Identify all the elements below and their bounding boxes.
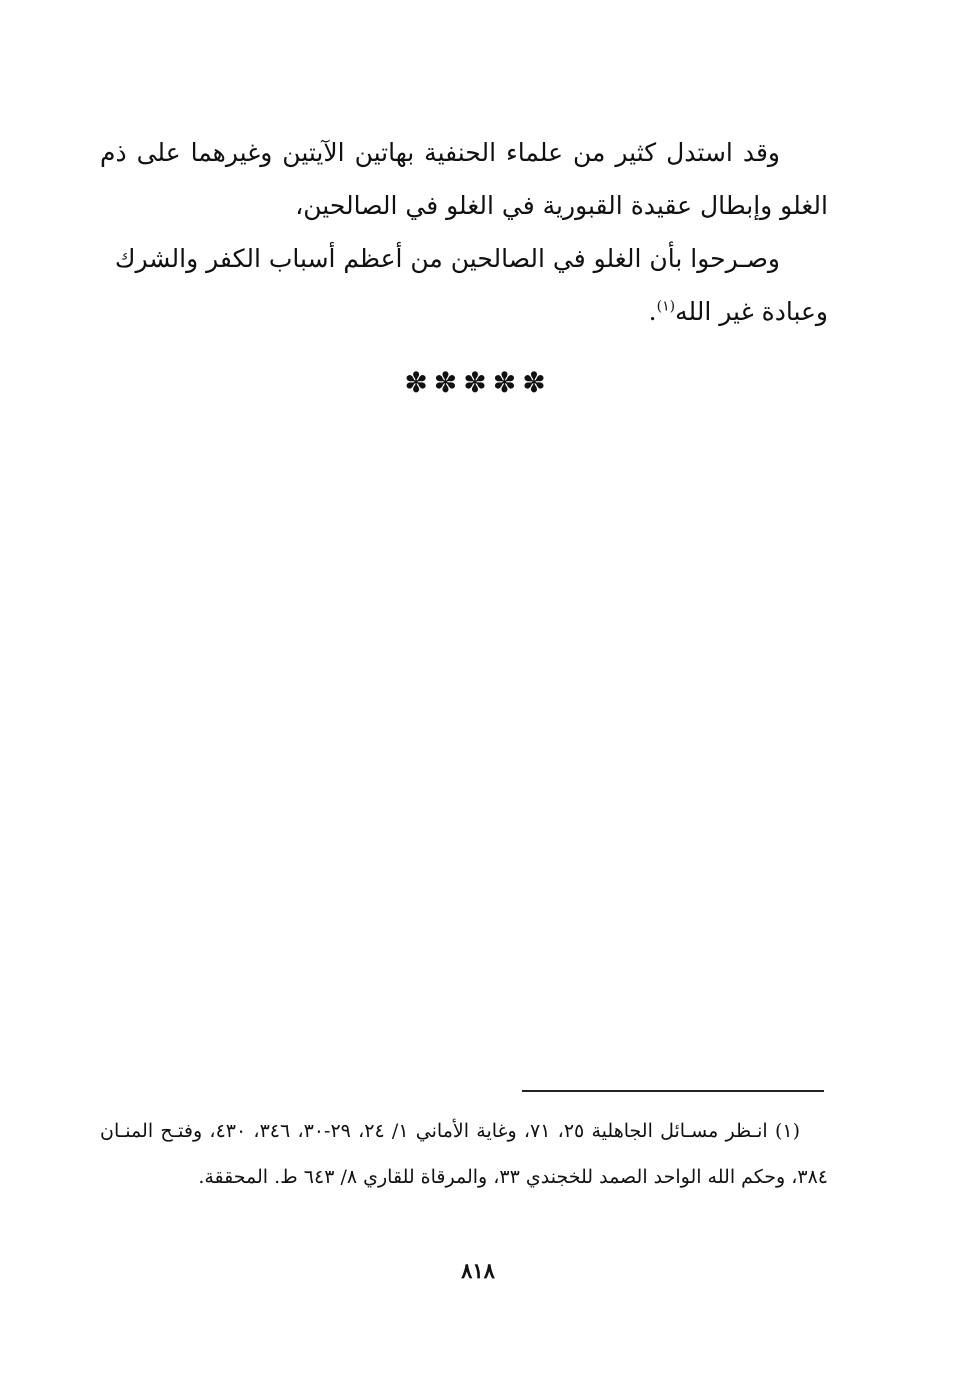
paragraph-period: .: [648, 297, 657, 326]
footnote-divider: [522, 1090, 824, 1092]
paragraph-text: وصـرحوا بأن الغلو في الصالحين من أعظم أسباب الكفر والشرك وعبادة غير الله: [114, 244, 828, 326]
page-number: ٨١٨: [461, 1258, 495, 1283]
footnote-reference: (١): [656, 298, 676, 315]
section-separator: ✽✽✽✽✽: [404, 366, 552, 399]
footnote: [100, 1108, 828, 1200]
paragraph-text: وقد استدل كثير من علماء الحنفية بهاتين الآيتين وغيرهما على ذم الغلو وإبطال عقيدة القبورية في الغلو في الصالحين،: [100, 138, 828, 220]
paragraph: [100, 232, 828, 338]
footnote-text: (١) انـظر مسـائل الجاهلية ٢٥، ٧١، وغاية الأماني ١/ ٢٤، ٢٩-٣٠، ٣٤٦، ٤٣٠، وفتـح المنـان ٣٨٤، وحكم الله الواحد الصمد للخجندي ٣٣، والمرقاة للقاري ٨/ ٦٤٣ ط. المحققة.: [100, 1120, 828, 1188]
main-text: [100, 126, 828, 338]
paragraph: [100, 126, 828, 232]
